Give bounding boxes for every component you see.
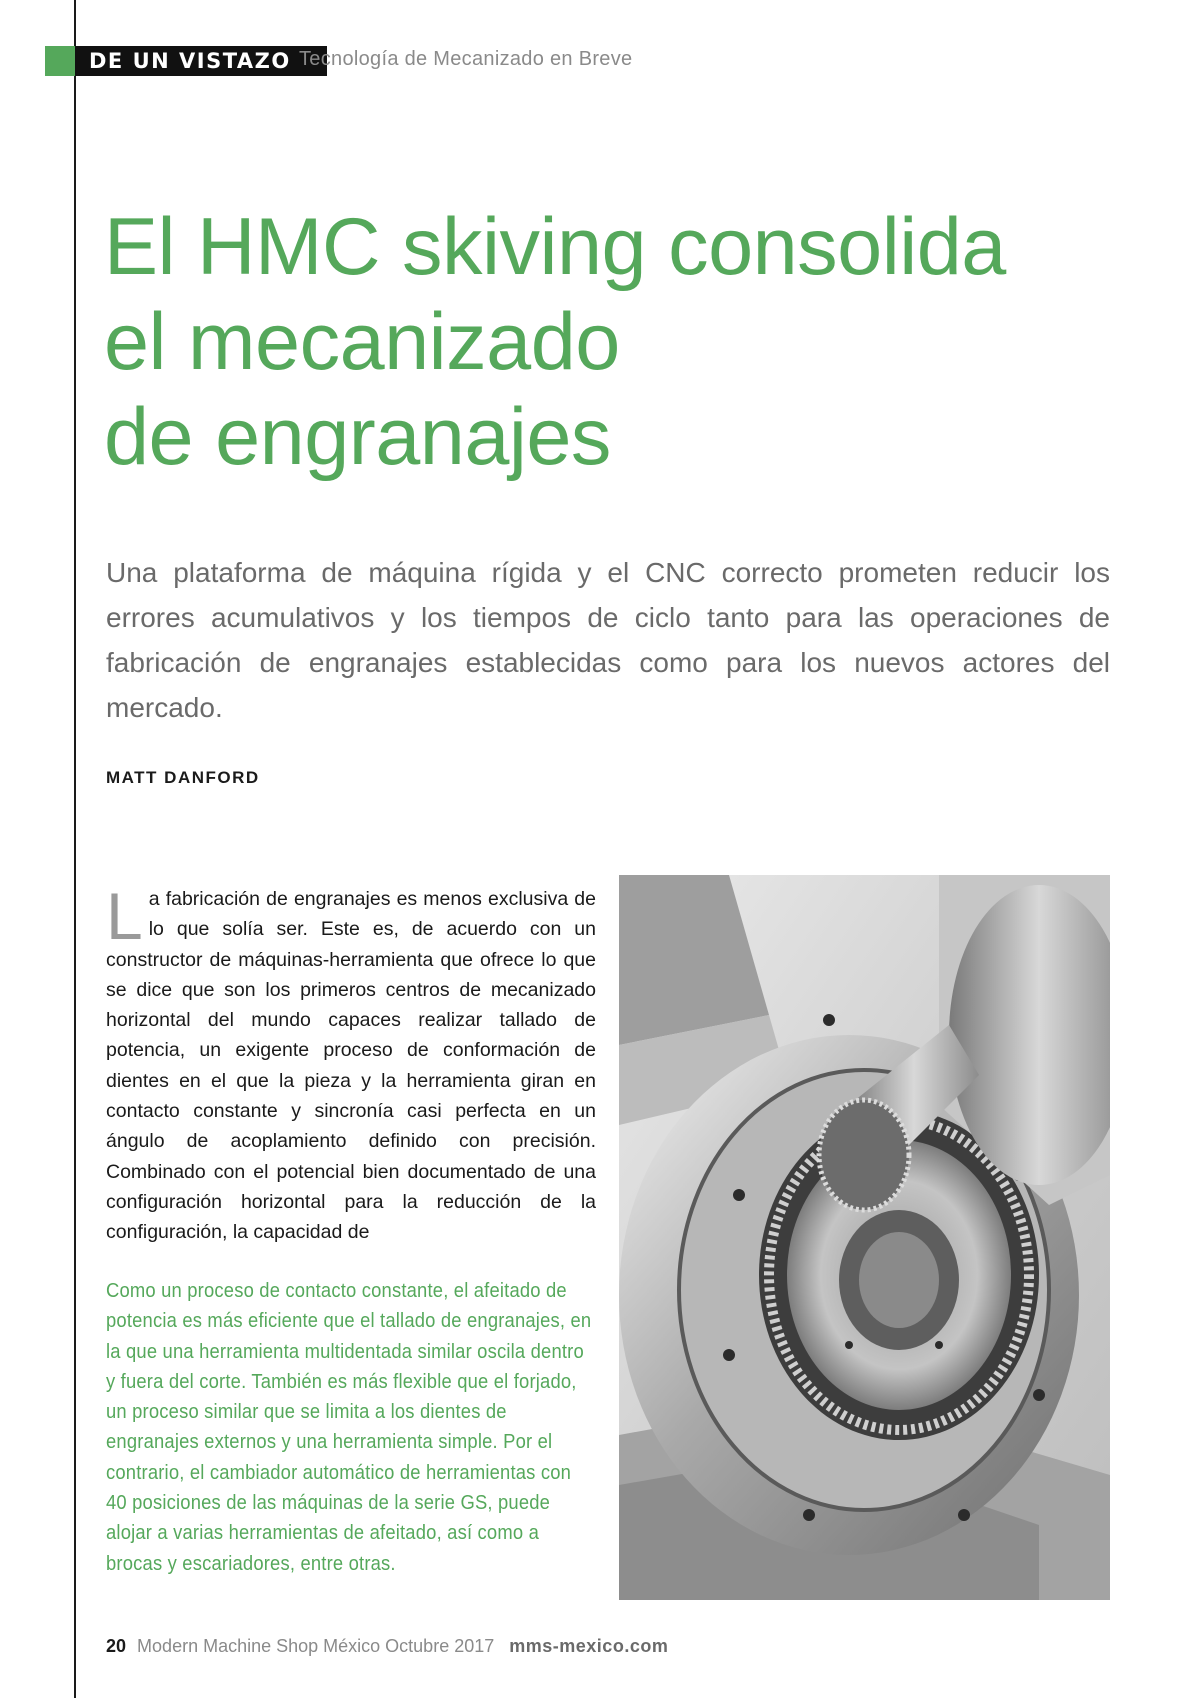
headline-line-2: el mecanizado bbox=[104, 297, 620, 387]
publication-info: Modern Machine Shop México Octubre 2017 bbox=[137, 1636, 495, 1656]
body-text: a fabricación de engranajes es menos exclusiva de lo que solía ser. Este es, de acuerdo con un constructor de máquinas-herramienta que ofrece lo que se dice que son los primeros centros de mecanizado horizontal del mundo capaces realizar tallado de potencia, un exigente proceso de conformación de dientes en el que la pieza y la herramienta giran en contacto constante y sincronía casi perfecta en un ángulo de acoplamiento definido con precisión. Combinado con el potencial bien documentado de una configuración horizontal para la reducción de la configuración, la capacidad de bbox=[106, 888, 596, 1244]
headline-line-3: de engranajes bbox=[104, 392, 611, 482]
section-tag-accent bbox=[45, 46, 75, 76]
article-headline bbox=[104, 200, 1124, 485]
photo-caption: Como un proceso de contacto constante, el afeitado de potencia es más eficiente que el tallado de engranajes, en la que una herramienta multidentada similar oscila dentro y fuera del corte. También es más flexible que el forjado, un proceso similar que se limita a los dientes de engranajes externos y una herramienta simple. Por el contrario, el cambiador automático de herramientas con 40 posiciones de las máquinas de la serie GS, puede alojar a varias herramientas de afeitado, así como a brocas y escariadores, entre otras. bbox=[106, 1280, 592, 1575]
page-number: 20 bbox=[106, 1636, 127, 1656]
left-margin-rule bbox=[74, 0, 76, 1698]
author-byline: MATT DANFORD bbox=[106, 768, 260, 787]
gear-skiving-photo bbox=[619, 875, 1110, 1600]
page-footer bbox=[106, 1636, 668, 1657]
section-tag bbox=[45, 46, 291, 76]
section-subtitle: Tecnología de Mecanizado en Breve bbox=[299, 48, 633, 70]
website-link[interactable]: mms-mexico.com bbox=[509, 1636, 669, 1656]
headline-line-1: El HMC skiving consolida bbox=[104, 202, 1006, 292]
drop-cap: L bbox=[106, 879, 143, 953]
article-body bbox=[106, 879, 596, 1248]
section-label: DE UN VISTAZO bbox=[75, 46, 327, 76]
article-deck: Una plataforma de máquina rígida y el CNC correcto prometen reducir los errores acumulativos y los tiempos de ciclo tanto para las operaciones de fabricación de engranajes establecidas como para los nuevos actores del mercado. bbox=[106, 557, 1110, 723]
